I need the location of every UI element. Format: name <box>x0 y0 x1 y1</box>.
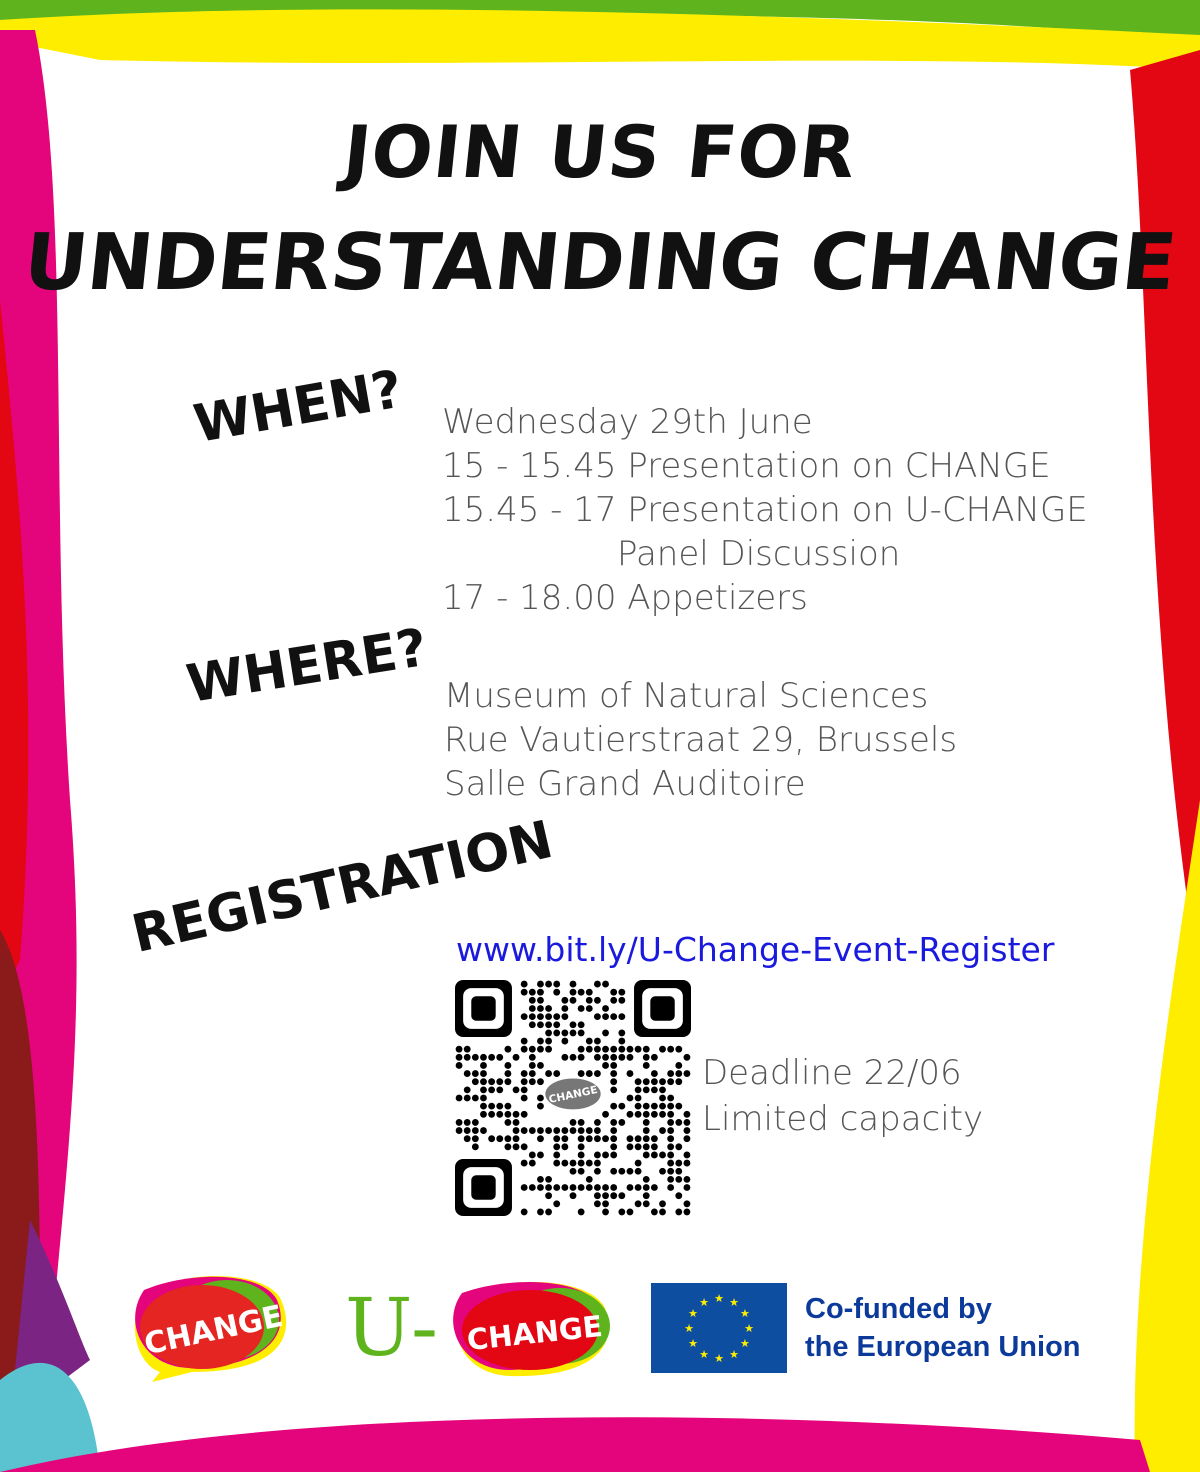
eu-cofunded-text <box>805 1290 1081 1366</box>
registration-heading: REGISTRATION <box>126 809 559 965</box>
where-heading: WHERE? <box>182 617 432 715</box>
eu-flag <box>651 1283 787 1373</box>
u-prefix: U- <box>345 1281 439 1374</box>
when-item: 15 - 15.45 Presentation on CHANGE <box>442 446 1051 486</box>
u-change-logo <box>450 1278 620 1388</box>
u-change-logo-text: CHANGE <box>465 1309 605 1358</box>
eu-star-icon: ★ <box>729 1347 739 1361</box>
qr-finder <box>471 996 495 1020</box>
eu-star-icon: ★ <box>699 1296 709 1310</box>
when-item: 15.45 - 17 Presentation on U-CHANGE <box>442 490 1088 530</box>
eu-star-icon: ★ <box>688 1337 698 1350</box>
eu-star-icon: ★ <box>740 1307 750 1320</box>
eu-star-icon: ★ <box>688 1307 698 1320</box>
when-item: 17 - 18.00 Appetizers <box>442 578 808 618</box>
where-details <box>444 674 957 806</box>
title-line-2: UNDERSTANDING CHANGE <box>19 218 1181 308</box>
eu-star-icon: ★ <box>744 1322 754 1335</box>
eu-star-icon: ★ <box>714 1292 724 1305</box>
eu-star-icon: ★ <box>729 1296 739 1310</box>
eu-star-icon: ★ <box>714 1352 724 1365</box>
eu-star-icon: ★ <box>684 1322 694 1335</box>
eu-star-icon: ★ <box>699 1347 709 1361</box>
registration-link[interactable]: www.bit.ly/U-Change-Event-Register <box>456 930 1055 969</box>
where-line: Museum of Natural Sciences <box>444 676 929 716</box>
title-line-1: JOIN US FOR <box>339 110 861 194</box>
eu-line-2: the European Union <box>805 1331 1081 1363</box>
when-heading: WHEN? <box>189 359 407 455</box>
when-details <box>442 400 1088 620</box>
registration-notes <box>702 1050 983 1142</box>
change-logo-text: CHANGE <box>141 1298 287 1363</box>
qr-finder <box>471 1175 495 1199</box>
change-logo <box>132 1272 302 1387</box>
capacity: Limited capacity <box>702 1099 984 1139</box>
qr-finder <box>650 996 674 1020</box>
eu-star-icon: ★ <box>740 1337 750 1350</box>
deadline: Deadline 22/06 <box>702 1053 962 1093</box>
when-item: Panel Discussion <box>617 534 901 574</box>
eu-line-1: Co-funded by <box>805 1293 992 1325</box>
where-line: Rue Vautierstraat 29, Brussels <box>444 720 958 760</box>
where-line: Salle Grand Auditoire <box>444 764 806 804</box>
qr-center-text: CHANGE <box>547 1083 599 1106</box>
when-date: Wednesday 29th June <box>442 402 813 442</box>
registration-qr-code[interactable] <box>455 980 691 1216</box>
